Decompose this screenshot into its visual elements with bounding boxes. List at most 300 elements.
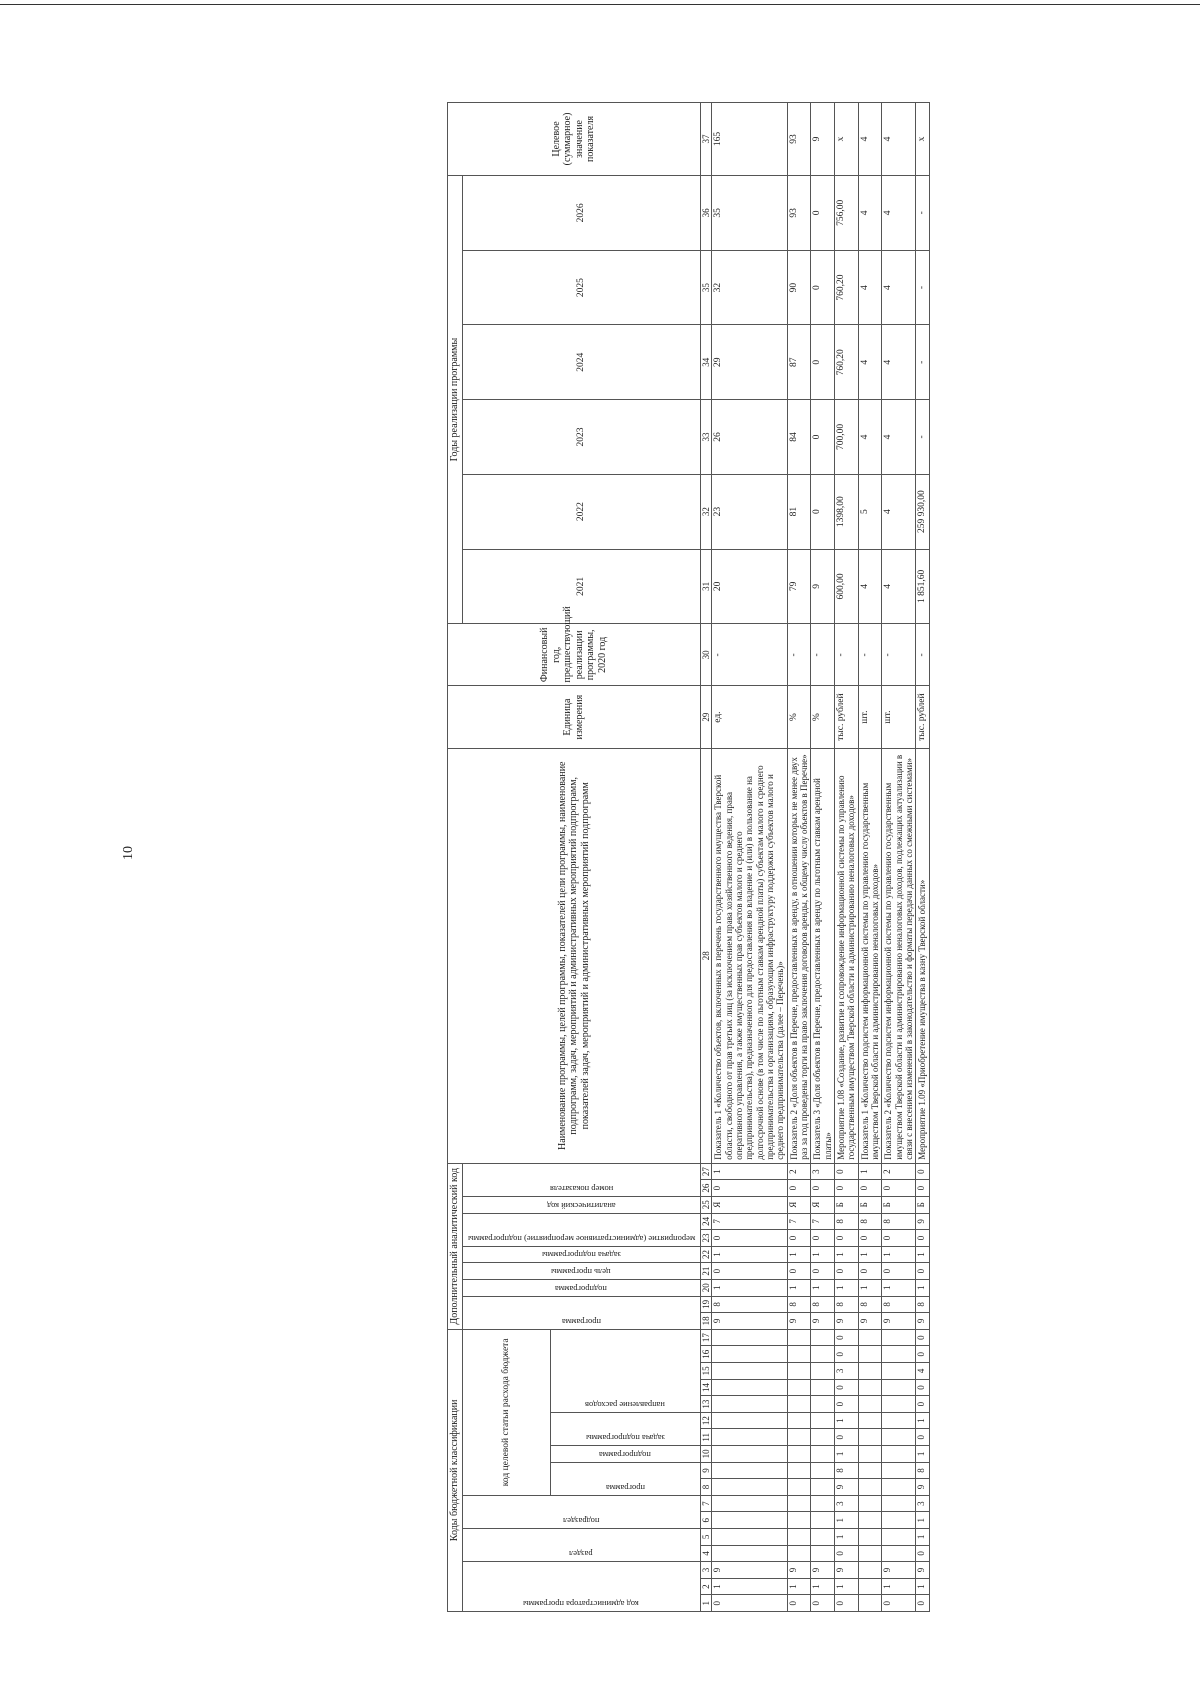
- code-cell: Я: [811, 1196, 835, 1213]
- top-border-line: [0, 4, 1200, 5]
- budget-codes-header: Коды бюджетной классификации: [448, 1329, 463, 1611]
- code-cell: 2: [882, 1163, 916, 1180]
- subprogram2-header: подпрограмма: [462, 1279, 700, 1296]
- column-number: 8: [700, 1479, 711, 1496]
- column-number: 14: [700, 1379, 711, 1396]
- code-cell: 0: [916, 1429, 930, 1446]
- unit-cell: тыс. рублей: [834, 686, 858, 748]
- code-cell: [858, 1545, 882, 1562]
- code-cell: 1: [916, 1446, 930, 1463]
- code-cell: 0: [834, 1329, 858, 1346]
- column-number: 37: [700, 103, 711, 176]
- code-cell: [712, 1346, 787, 1363]
- code-cell: 1: [834, 1412, 858, 1429]
- column-numbers-row: [700, 103, 711, 1612]
- year-value-cell: 0: [811, 325, 835, 400]
- code-cell: 8: [916, 1462, 930, 1479]
- year-2024: 2024: [462, 325, 700, 400]
- code-cell: 0: [882, 1263, 916, 1280]
- code-cell: 3: [811, 1163, 835, 1180]
- code-cell: [787, 1346, 811, 1363]
- code-cell: 1: [811, 1578, 835, 1595]
- code-cell: [787, 1429, 811, 1446]
- year-value-cell: 700,00: [834, 400, 858, 475]
- code-cell: [882, 1363, 916, 1380]
- year-value-cell: 0: [811, 400, 835, 475]
- code-cell: 0: [834, 1163, 858, 1180]
- code-cell: 0: [712, 1595, 787, 1612]
- fin-year-cell: -: [787, 624, 811, 686]
- year-value-cell: 84: [787, 400, 811, 475]
- year-value-cell: 0: [811, 175, 835, 250]
- code-cell: 8: [712, 1296, 787, 1313]
- code-cell: [882, 1495, 916, 1512]
- code-cell: [858, 1578, 882, 1595]
- code-cell: Я: [712, 1196, 787, 1213]
- code-cell: 9: [916, 1479, 930, 1496]
- code-cell: 9: [882, 1313, 916, 1330]
- code-cell: [787, 1462, 811, 1479]
- code-cell: Б: [834, 1196, 858, 1213]
- code-cell: 1: [882, 1578, 916, 1595]
- column-number: 18: [700, 1313, 711, 1330]
- column-number: 32: [700, 474, 711, 549]
- code-cell: [811, 1346, 835, 1363]
- code-cell: [858, 1462, 882, 1479]
- subprogram-task2-header: задача подпрограммы: [462, 1246, 700, 1263]
- code-cell: 9: [787, 1562, 811, 1579]
- code-cell: 1: [712, 1279, 787, 1296]
- column-number: 9: [700, 1462, 711, 1479]
- column-number: 26: [700, 1180, 711, 1197]
- code-cell: 7: [787, 1213, 811, 1230]
- table-row: [787, 103, 811, 1612]
- code-cell: 8: [858, 1296, 882, 1313]
- year-value-cell: 4: [882, 474, 916, 549]
- code-cell: 9: [811, 1562, 835, 1579]
- table-row: [834, 103, 858, 1612]
- column-number: 19: [700, 1296, 711, 1313]
- code-cell: [882, 1462, 916, 1479]
- code-cell: [811, 1396, 835, 1413]
- code-cell: [882, 1529, 916, 1546]
- code-cell: [712, 1412, 787, 1429]
- year-value-cell: 5: [858, 474, 882, 549]
- code-cell: 0: [916, 1163, 930, 1180]
- code-cell: 4: [916, 1363, 930, 1380]
- code-cell: [712, 1545, 787, 1562]
- code-cell: 1: [858, 1246, 882, 1263]
- year-2023: 2023: [462, 400, 700, 475]
- code-cell: 8: [858, 1213, 882, 1230]
- fin-year-cell: -: [712, 624, 787, 686]
- year-value-cell: 760,20: [834, 325, 858, 400]
- code-cell: 0: [834, 1263, 858, 1280]
- code-cell: 8: [811, 1296, 835, 1313]
- program2-header: программа: [462, 1296, 700, 1329]
- year-value-cell: 1398,00: [834, 474, 858, 549]
- code-cell: [858, 1346, 882, 1363]
- code-cell: 0: [858, 1263, 882, 1280]
- table-row: [858, 103, 882, 1612]
- code-cell: 0: [811, 1595, 835, 1612]
- code-cell: 0: [858, 1230, 882, 1247]
- code-cell: Б: [882, 1196, 916, 1213]
- code-cell: 1: [787, 1246, 811, 1263]
- code-cell: [712, 1495, 787, 1512]
- code-cell: 9: [834, 1313, 858, 1330]
- code-cell: [811, 1379, 835, 1396]
- code-cell: [882, 1446, 916, 1463]
- code-cell: 9: [712, 1562, 787, 1579]
- year-value-cell: -: [916, 175, 930, 250]
- code-cell: 8: [916, 1296, 930, 1313]
- code-cell: [712, 1479, 787, 1496]
- code-cell: 7: [712, 1213, 787, 1230]
- code-cell: 0: [916, 1545, 930, 1562]
- year-value-cell: 9: [811, 549, 835, 624]
- code-cell: 1: [858, 1163, 882, 1180]
- column-number: 16: [700, 1346, 711, 1363]
- year-value-cell: 4: [858, 325, 882, 400]
- year-value-cell: 600,00: [834, 549, 858, 624]
- code-cell: 0: [787, 1180, 811, 1197]
- code-cell: [858, 1363, 882, 1380]
- year-value-cell: 4: [882, 325, 916, 400]
- code-cell: [858, 1329, 882, 1346]
- code-cell: [787, 1479, 811, 1496]
- year-value-cell: 20: [712, 549, 787, 624]
- column-number: 4: [700, 1545, 711, 1562]
- code-cell: [712, 1363, 787, 1380]
- code-cell: 9: [858, 1313, 882, 1330]
- code-cell: [858, 1412, 882, 1429]
- code-cell: 1: [916, 1279, 930, 1296]
- code-cell: [811, 1545, 835, 1562]
- column-number: 10: [700, 1446, 711, 1463]
- code-cell: Я: [787, 1196, 811, 1213]
- indicator-name: Мероприятие 1.09 «Приобретение имущества в казну Тверской области»: [916, 748, 930, 1163]
- unit-cell: %: [811, 686, 835, 748]
- fin-year-cell: -: [834, 624, 858, 686]
- code-cell: 1: [834, 1512, 858, 1529]
- indicator-name: Мероприятие 1.08 «Создание, развитие и сопровождение информационной системы по управлению государственным имуществом Тверской области и администрированию неналоговых доходов»: [834, 748, 858, 1163]
- column-number: 17: [700, 1329, 711, 1346]
- code-cell: 1: [858, 1279, 882, 1296]
- year-value-cell: 4: [882, 250, 916, 325]
- column-number: 36: [700, 175, 711, 250]
- column-number: 11: [700, 1429, 711, 1446]
- code-cell: 0: [882, 1595, 916, 1612]
- code-cell: [787, 1512, 811, 1529]
- code-cell: 3: [916, 1495, 930, 1512]
- year-value-cell: 4: [858, 250, 882, 325]
- code-cell: [811, 1462, 835, 1479]
- target-value-cell: 93: [787, 103, 811, 176]
- code-cell: 0: [811, 1230, 835, 1247]
- fin-year-header: Финансовый год, предшествующий реализации программы, 2020 год: [448, 624, 701, 686]
- code-cell: [811, 1363, 835, 1380]
- code-cell: [787, 1446, 811, 1463]
- year-value-cell: 81: [787, 474, 811, 549]
- year-value-cell: 0: [811, 250, 835, 325]
- year-value-cell: 4: [858, 175, 882, 250]
- year-value-cell: 93: [787, 175, 811, 250]
- code-cell: [712, 1446, 787, 1463]
- year-value-cell: 4: [882, 400, 916, 475]
- column-number: 22: [700, 1246, 711, 1263]
- program-table: [447, 102, 930, 1612]
- code-cell: 0: [834, 1180, 858, 1197]
- year-value-cell: 756,00: [834, 175, 858, 250]
- column-number: 23: [700, 1230, 711, 1247]
- fin-year-cell: -: [916, 624, 930, 686]
- column-number: 2: [700, 1578, 711, 1595]
- code-cell: 0: [712, 1180, 787, 1197]
- indicator-name: Показатель 2 «Доля объектов в Перечне, предоставленных в аренду, в отношении которых не менее двух раз за год проведены торги на право заключения договоров аренды, к общему числу объектов в Перечне»: [787, 748, 811, 1163]
- code-cell: 0: [916, 1396, 930, 1413]
- code-cell: 1: [916, 1412, 930, 1429]
- year-value-cell: 23: [712, 474, 787, 549]
- code-cell: [712, 1379, 787, 1396]
- subsection-header: подраздел: [462, 1495, 700, 1528]
- year-value-cell: 760,20: [834, 250, 858, 325]
- code-cell: 1: [834, 1279, 858, 1296]
- code-cell: [858, 1529, 882, 1546]
- code-cell: 1: [787, 1279, 811, 1296]
- target-value-cell: 165: [712, 103, 787, 176]
- year-value-cell: 4: [882, 549, 916, 624]
- code-cell: 0: [916, 1263, 930, 1280]
- code-cell: [787, 1396, 811, 1413]
- column-number: 24: [700, 1213, 711, 1230]
- code-cell: [882, 1346, 916, 1363]
- year-value-cell: 79: [787, 549, 811, 624]
- extra-code-header: Дополнительный аналитический код: [448, 1163, 463, 1329]
- code-cell: 0: [916, 1379, 930, 1396]
- table-row: [811, 103, 835, 1612]
- code-cell: [811, 1512, 835, 1529]
- code-cell: [858, 1396, 882, 1413]
- code-cell: [787, 1545, 811, 1562]
- code-cell: 3: [834, 1363, 858, 1380]
- code-cell: 0: [882, 1230, 916, 1247]
- code-cell: [858, 1562, 882, 1579]
- code-cell: [882, 1396, 916, 1413]
- code-cell: 0: [787, 1263, 811, 1280]
- code-cell: [858, 1495, 882, 1512]
- code-cell: 1: [834, 1246, 858, 1263]
- rotated-table-sheet: [447, 57, 1200, 1612]
- target-value-cell: 4: [858, 103, 882, 176]
- column-number: 25: [700, 1196, 711, 1213]
- code-cell: 1: [712, 1163, 787, 1180]
- code-cell: [712, 1462, 787, 1479]
- column-number: 13: [700, 1396, 711, 1413]
- target-code-header: код целевой статьи расхода бюджета: [462, 1329, 550, 1495]
- unit-header: Единица измерения: [448, 686, 701, 748]
- fin-year-cell: -: [858, 624, 882, 686]
- expense-direction-header: направление расходов: [550, 1329, 700, 1412]
- code-cell: Б: [858, 1196, 882, 1213]
- code-cell: 0: [916, 1329, 930, 1346]
- table-row: [916, 103, 930, 1612]
- column-number: 27: [700, 1163, 711, 1180]
- table-row: [882, 103, 916, 1612]
- code-cell: 0: [916, 1595, 930, 1612]
- code-cell: [858, 1595, 882, 1612]
- code-cell: [712, 1512, 787, 1529]
- code-cell: 1: [712, 1578, 787, 1595]
- code-cell: 0: [882, 1180, 916, 1197]
- code-cell: 0: [787, 1595, 811, 1612]
- unit-cell: тыс. рублей: [916, 686, 930, 748]
- indicator-name: Показатель 2 «Количество подсистем информационной системы по управлению государственным имуществом Тверской области и администрированию неналоговых доходов, подлежащих актуализации в связи с внесением изменений в законодательство и форматы передачи данных со смежными системами»: [882, 748, 916, 1163]
- code-cell: [787, 1412, 811, 1429]
- code-cell: [882, 1412, 916, 1429]
- year-value-cell: 0: [811, 474, 835, 549]
- code-cell: 1: [834, 1529, 858, 1546]
- code-cell: [858, 1479, 882, 1496]
- target-value-cell: 9: [811, 103, 835, 176]
- year-value-cell: 29: [712, 325, 787, 400]
- year-value-cell: 4: [858, 549, 882, 624]
- code-cell: 0: [834, 1595, 858, 1612]
- code-cell: 0: [834, 1230, 858, 1247]
- code-cell: [811, 1412, 835, 1429]
- code-cell: 1: [882, 1246, 916, 1263]
- code-cell: 8: [882, 1296, 916, 1313]
- year-value-cell: 90: [787, 250, 811, 325]
- code-cell: [858, 1512, 882, 1529]
- code-cell: [811, 1329, 835, 1346]
- code-cell: 0: [712, 1230, 787, 1247]
- year-value-cell: 4: [858, 400, 882, 475]
- code-cell: 9: [834, 1562, 858, 1579]
- indicator-name: Показатель 1 «Количество объектов, включенных в перечень государственного имущества Тверской области, свободного от прав третьих лиц (за исключением права хозяйственного ведения, права оперативного управления, а также имущественных прав субъектов малого и среднего предпринимательства), предназначенного для предоставления во владение и (или) в пользование на долгосрочной основе (в том числе по льготным ставкам арендной платы) субъектам малого и среднего предпринимательства и организациям, образующим инфраструктуру поддержки субъектов малого и среднего предпринимательства (далее – Перечень)»: [712, 748, 787, 1163]
- activity-header: мероприятие (административное мероприятие) подпрограммы: [462, 1213, 700, 1246]
- table-row: [712, 103, 787, 1612]
- code-cell: 7: [811, 1213, 835, 1230]
- code-cell: 9: [882, 1562, 916, 1579]
- code-cell: 9: [787, 1313, 811, 1330]
- code-cell: 0: [834, 1545, 858, 1562]
- unit-cell: ед.: [712, 686, 787, 748]
- code-cell: [811, 1429, 835, 1446]
- code-cell: [787, 1379, 811, 1396]
- code-cell: 1: [811, 1246, 835, 1263]
- year-2022: 2022: [462, 474, 700, 549]
- code-cell: [787, 1495, 811, 1512]
- code-cell: 1: [787, 1578, 811, 1595]
- year-value-cell: -: [916, 325, 930, 400]
- code-cell: Б: [916, 1196, 930, 1213]
- code-cell: 9: [811, 1313, 835, 1330]
- code-cell: 1: [712, 1246, 787, 1263]
- column-number: 7: [700, 1495, 711, 1512]
- code-cell: 0: [834, 1429, 858, 1446]
- year-2025: 2025: [462, 250, 700, 325]
- target-value-cell: х: [834, 103, 858, 176]
- indicator-name: Показатель 3 «Доля объектов в Перечне, предоставленных в аренду по льготным ставкам арендной платы»: [811, 748, 835, 1163]
- code-cell: 9: [712, 1313, 787, 1330]
- indicator-name: Показатель 1 «Количество подсистем информационной системы по управлению государственным имуществом Тверской области и администрированию неналоговых доходов»: [858, 748, 882, 1163]
- subprogram-header: подпрограмма: [550, 1446, 700, 1463]
- code-cell: [712, 1429, 787, 1446]
- code-cell: 1: [811, 1279, 835, 1296]
- code-cell: 1: [916, 1512, 930, 1529]
- subprogram-task-header: задача подпрограммы: [550, 1412, 700, 1445]
- unit-cell: шт.: [858, 686, 882, 748]
- unit-cell: шт.: [882, 686, 916, 748]
- code-cell: [787, 1529, 811, 1546]
- column-number: 35: [700, 250, 711, 325]
- code-cell: 1: [834, 1578, 858, 1595]
- year-value-cell: 26: [712, 400, 787, 475]
- year-value-cell: 1 851,60: [916, 549, 930, 624]
- analytic-header: аналитический код: [462, 1196, 700, 1213]
- code-cell: 1: [916, 1578, 930, 1595]
- code-cell: 0: [787, 1230, 811, 1247]
- unit-cell: %: [787, 686, 811, 748]
- column-number: 1: [700, 1595, 711, 1612]
- fin-year-cell: -: [811, 624, 835, 686]
- column-number: 34: [700, 325, 711, 400]
- code-cell: 9: [916, 1562, 930, 1579]
- code-cell: 8: [787, 1296, 811, 1313]
- code-cell: 8: [834, 1462, 858, 1479]
- code-cell: 0: [834, 1346, 858, 1363]
- years-header: Годы реализации программы: [448, 175, 463, 623]
- fin-year-cell: -: [882, 624, 916, 686]
- code-cell: 0: [811, 1180, 835, 1197]
- code-cell: 0: [834, 1396, 858, 1413]
- code-cell: 1: [916, 1246, 930, 1263]
- column-number: 31: [700, 549, 711, 624]
- code-cell: [882, 1379, 916, 1396]
- code-cell: [712, 1396, 787, 1413]
- code-cell: 8: [882, 1213, 916, 1230]
- code-cell: 0: [916, 1230, 930, 1247]
- code-cell: [811, 1446, 835, 1463]
- column-number: 15: [700, 1363, 711, 1380]
- year-value-cell: -: [916, 250, 930, 325]
- code-cell: 1: [882, 1279, 916, 1296]
- code-cell: 3: [834, 1495, 858, 1512]
- code-cell: 9: [834, 1479, 858, 1496]
- code-cell: [882, 1479, 916, 1496]
- admin-code-header: код администратора программы: [462, 1562, 700, 1612]
- code-cell: 0: [916, 1346, 930, 1363]
- year-value-cell: 4: [882, 175, 916, 250]
- code-cell: [858, 1446, 882, 1463]
- code-cell: 9: [916, 1313, 930, 1330]
- code-cell: 0: [811, 1263, 835, 1280]
- target-value-cell: х: [916, 103, 930, 176]
- column-number: 20: [700, 1279, 711, 1296]
- program-header: программа: [550, 1462, 700, 1495]
- page-number: 10: [121, 846, 136, 860]
- code-cell: [787, 1363, 811, 1380]
- code-cell: 2: [787, 1163, 811, 1180]
- column-number: 28: [700, 748, 711, 1163]
- code-cell: 1: [834, 1446, 858, 1463]
- indicator-no-header: номер показателя: [462, 1163, 700, 1196]
- code-cell: 0: [712, 1263, 787, 1280]
- code-cell: 1: [916, 1529, 930, 1546]
- target-header: Целевое (суммарное) значение показателя: [448, 103, 701, 176]
- code-cell: 8: [834, 1296, 858, 1313]
